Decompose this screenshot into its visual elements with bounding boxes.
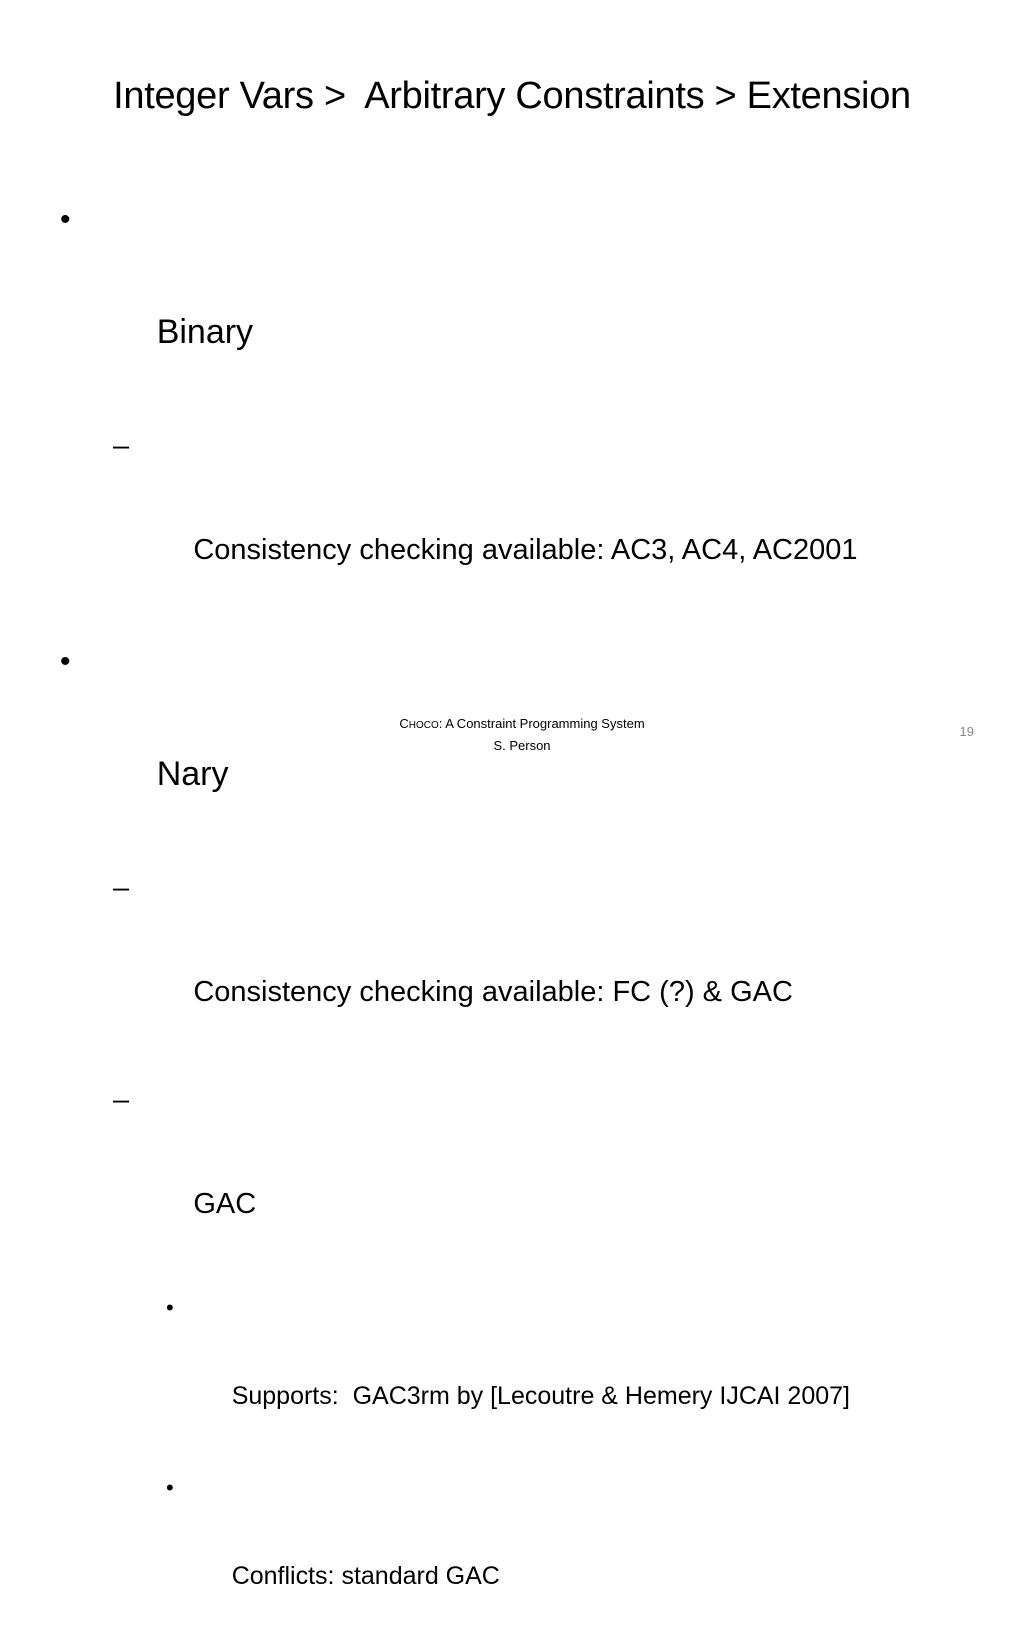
bullet-text: Supports: GAC3rm by [Lecoutre & Hemery IJCAI 2007]	[231, 1382, 850, 1410]
bullet-text: Consistency checking available: AC3, AC4, AC2001	[193, 534, 858, 566]
dash-marker: –	[113, 1084, 130, 1116]
footer-title-line	[362, 714, 682, 736]
bullet-marker: •	[166, 1475, 174, 1500]
bullet-text: GAC	[193, 1188, 257, 1220]
footer-author: S. Person	[493, 738, 551, 753]
dash-marker: –	[113, 430, 130, 462]
dash-marker: –	[113, 872, 130, 904]
footer-system-name-rest: HOCO	[408, 720, 439, 731]
slide-footer	[362, 714, 682, 756]
sub-bullet-item-nary-consistency	[58, 862, 998, 1070]
footer-system-name-initial: C	[399, 716, 409, 731]
bullet-text: Conflicts: standard GAC	[231, 1562, 500, 1590]
bullet-marker: •	[60, 645, 71, 678]
bullet-list	[58, 186, 998, 1642]
page-number: 19	[959, 724, 974, 739]
footer-subtitle: : A Constraint Programming System	[438, 716, 645, 731]
bullet-item-binary	[58, 192, 998, 416]
slide-title: Integer Vars > Arbitrary Constraints > Extension	[113, 75, 911, 117]
sub-sub-bullet-item-conflicts	[58, 1466, 998, 1642]
bullet-marker: •	[166, 1295, 174, 1320]
bullet-text: Nary	[156, 755, 229, 793]
sub-bullet-item-gac	[58, 1074, 998, 1282]
sub-bullet-item-binary-consistency	[58, 420, 998, 628]
bullet-text: Binary	[156, 313, 254, 351]
sub-sub-bullet-item-supports	[58, 1286, 998, 1462]
bullet-text: Consistency checking available: FC (?) & GAC	[193, 976, 793, 1008]
bullet-marker: •	[60, 203, 71, 236]
